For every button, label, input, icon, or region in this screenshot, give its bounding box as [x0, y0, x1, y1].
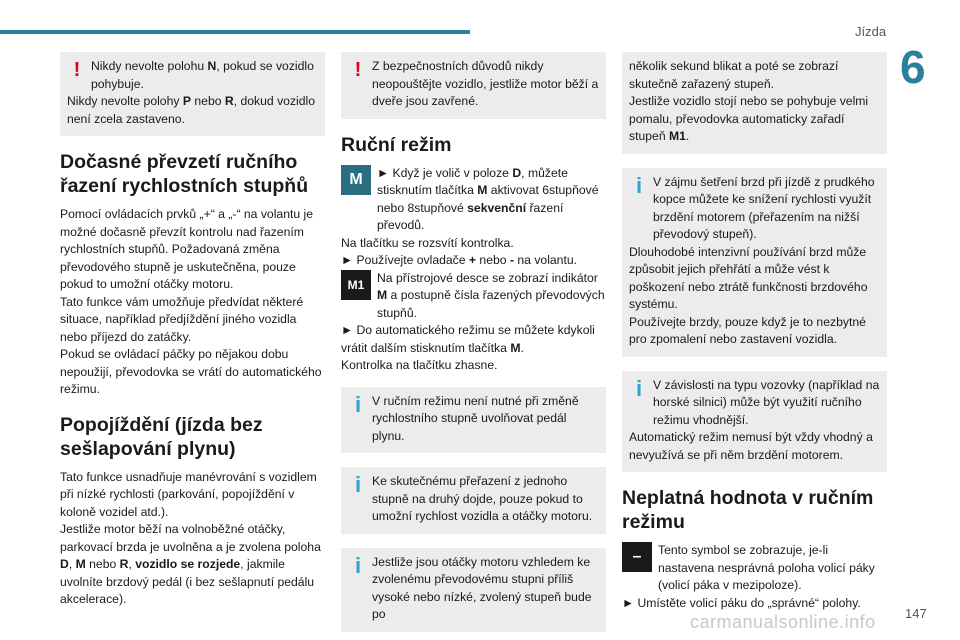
paragraph: Pokud se ovládací páčky po nějakou dobu nepoužijí, převodovka se vrátí do automatického režimu. [60, 347, 322, 396]
section-title-manual-override: Dočasné převzetí ručního řazení rychlostních stupňů [60, 151, 309, 197]
paragraph: Tato funkce vám umožňuje předvídat některé situace, například předjíždění jiného vozidla nebo příjezd do zatáčky. [60, 294, 304, 344]
paragraph: Tento symbol se zobrazuje, je-li nastavena nesprávná poloha volicí páky (volicí páka v mezipoloze). [658, 543, 875, 592]
header-accent-bar [0, 30, 470, 34]
paragraph: ► Když je volič v poloze D, můžete stisknutím tlačítka M aktivovat 6stupňové nebo 8stupňové sekvenční řazení převodů. [377, 165, 599, 232]
warning-text: Z bezpečnostních důvodů nikdy neopouštějte vozidlo, jestliže motor běží a dveře jsou zavřené. [372, 59, 599, 108]
info-icon: i [635, 172, 643, 198]
warning-icon: ! [73, 59, 81, 81]
paragraph: Tato funkce usnadňuje manévrování s vozidlem při nízké rychlosti (parkování, popojíždění v koloně vozidel atd.). [60, 469, 317, 519]
paragraph: Kontrolka na tlačítku zhasne. [341, 358, 498, 372]
gear-indicator-icon: M1 [341, 270, 371, 300]
gear-indicator-row [341, 270, 606, 323]
column-3 [622, 52, 887, 612]
chapter-title: Jízda [855, 24, 887, 39]
warning-text-1: Nikdy nevolte polohu N, pokud se vozidlo pohybuje. [91, 59, 314, 91]
info-box [622, 168, 887, 357]
chapter-number: 6 [900, 41, 926, 93]
info-text: Automatický režim nemusí být vždy vhodný a nevyužívá se při něm brzdění motorem. [629, 430, 873, 462]
invalid-indicator-row [622, 542, 887, 595]
info-text: V zájmu šetření brzd při jízdě z prudkého kopce můžete ke snížení rychlosti využít brzdění motorem (přeřazením na nižší převodový stupeň). [653, 174, 875, 241]
info-text: Jestliže jsou otáčky motoru vzhledem ke zvolenému převodovému stupni příliš vysoké nebo nízké, zvolený stupeň bude po [372, 554, 592, 621]
paragraph: ► Do automatického režimu se můžete kdykoli vrátit dalším stisknutím tlačítka M. [341, 323, 595, 355]
paragraph: Jestliže vozidlo stojí nebo se pohybuje velmi pomalu, převodovka automaticky zařadí stupeň M1. [629, 94, 869, 143]
column-1 [60, 52, 325, 609]
info-icon: i [354, 391, 362, 417]
info-text: Dlouhodobé intenzivní používání brzd může způsobit jejich přehřátí a může vést k poškození nebo ztrátě funkčnosti brzdového systému. [629, 244, 868, 311]
section-title-invalid-value: Neplatná hodnota v ručním režimu [622, 487, 874, 533]
page-number: 147 [905, 606, 927, 621]
info-text: Ke skutečnému přeřazení z jednoho stupně na druhý dojde, pouze pokud to umožní rychlost vozidla a otáčky motoru. [372, 474, 593, 523]
info-icon: i [354, 552, 362, 578]
info-box [341, 548, 606, 632]
watermark: carmanualsonline.info [690, 612, 876, 632]
warning-box [341, 52, 606, 119]
paragraph: Jestliže motor běží na volnoběžné otáčky, parkovací brzda je uvolněna a je zvolena poloha D, M nebo R, vozidlo se rozjede, jakmile uvolníte brzdový pedál (i bez sešlapnutí pedálu akcelerace). [60, 522, 321, 606]
info-icon: i [635, 375, 643, 401]
paragraph: Na tlačítku se rozsvítí kontrolka. [341, 235, 514, 250]
warning-box [60, 52, 325, 136]
manual-button-row [341, 165, 606, 235]
info-text: V ručním režimu není nutné při změně rychlostního stupně uvolňovat pedál plynu. [372, 393, 579, 443]
info-box [622, 371, 887, 473]
paragraph: Pomocí ovládacích prvků „+“ a „-“ na volantu je možné dočasně převzít kontrolu nad řazením rychlostních stupňů. Požadovaná změna převodového stupně je uskutečněna, pouze pokud to umožní otáčky motoru. [60, 207, 314, 291]
section-title-manual-mode: Ruční režim [341, 133, 452, 156]
section-title-creep: Popojíždění (jízda bez sešlapování plynu) [60, 413, 263, 460]
paragraph: ► Používejte ovladače + nebo - na volantu. [341, 253, 578, 267]
paragraph: několik sekund blikat a poté se zobrazí skutečně zařazený stupeň. [629, 59, 839, 91]
warning-text-2: Nikdy nevolte polohy P nebo R, dokud vozidlo není zcela zastaveno. [67, 94, 316, 126]
continued-box [622, 52, 887, 154]
warning-icon: ! [354, 59, 362, 81]
paragraph: Na přístrojové desce se zobrazí indikátor M a postupně čísla řazených převodových stupňů. [377, 270, 605, 320]
column-2 [341, 52, 606, 640]
info-icon: i [354, 472, 362, 497]
info-box [341, 387, 606, 454]
manual-mode-button-icon: M [341, 165, 371, 195]
info-box [341, 467, 606, 534]
paragraph: ► Umístěte volicí páku do „správné“ polohy. [622, 595, 861, 610]
invalid-position-icon: – [622, 542, 652, 572]
info-text: Používejte brzdy, pouze když je to nezbytné pro zpomalení nebo zastavení vozidla. [629, 314, 866, 346]
info-text: V závislosti na typu vozovky (například na horské silnici) může být využití ručního režimu vhodnější. [653, 377, 880, 427]
